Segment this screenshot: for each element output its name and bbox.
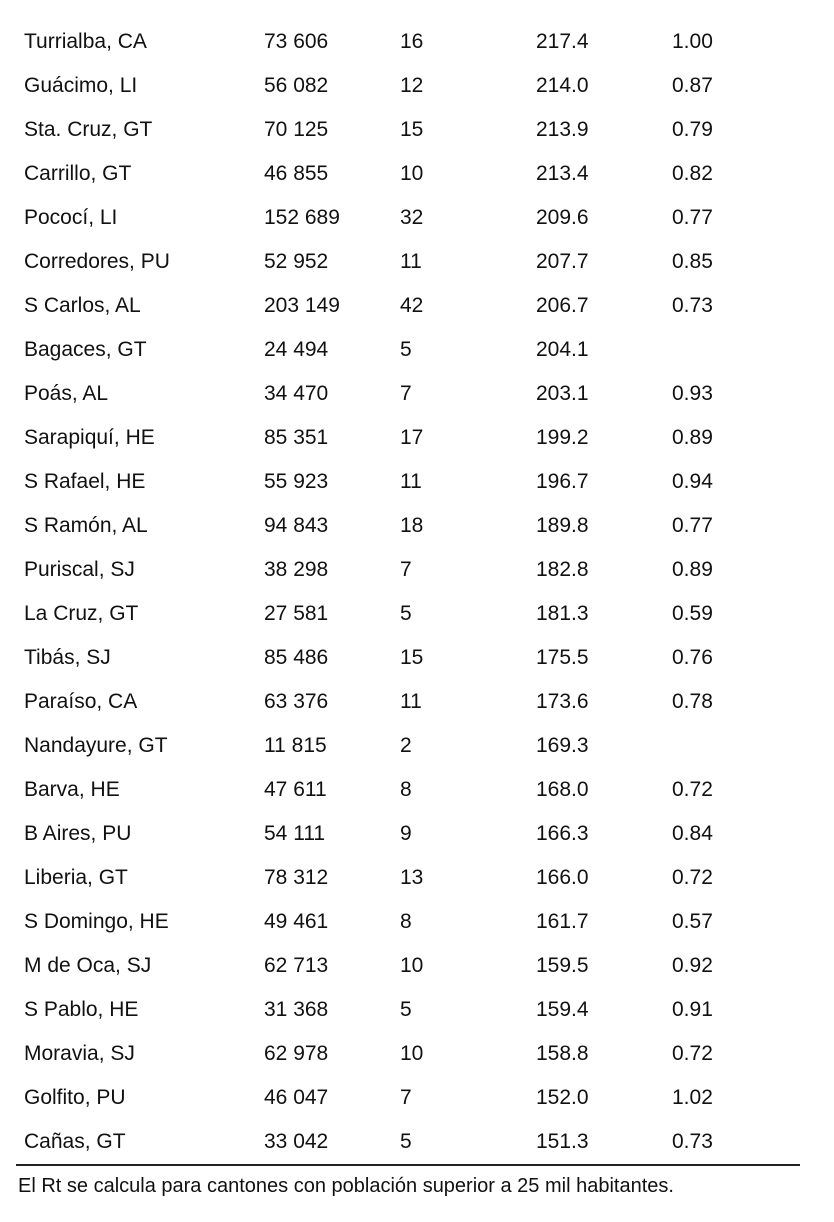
rt-cell: 0.77 (672, 514, 713, 537)
table-row (0, 240, 834, 284)
population-cell: 54 111 (264, 822, 326, 845)
cases-cell: 15 (400, 118, 424, 141)
cases-cell: 9 (400, 822, 412, 845)
data-table (0, 20, 834, 1164)
table-bottom-rule (16, 1164, 800, 1166)
population-cell: 46 047 (264, 1086, 329, 1109)
table-row (0, 1076, 834, 1120)
rt-cell: 1.02 (672, 1086, 713, 1109)
rate-cell: 168.0 (536, 778, 589, 801)
cases-cell: 5 (400, 338, 412, 361)
rate-cell: 158.8 (536, 1042, 589, 1065)
rate-cell: 166.0 (536, 866, 589, 889)
rate-cell: 159.4 (536, 998, 589, 1021)
cases-cell: 12 (400, 74, 424, 97)
population-cell: 85 486 (264, 646, 329, 669)
table-footnote: El Rt se calcula para cantones con población superior a 25 mil habitantes. (18, 1175, 674, 1197)
rt-cell: 0.72 (672, 778, 713, 801)
rt-cell: 0.93 (672, 382, 713, 405)
table-row (0, 64, 834, 108)
table-row (0, 460, 834, 504)
canton-cell: Turrialba, CA (24, 30, 147, 53)
canton-cell: Barva, HE (24, 778, 120, 801)
rt-cell: 0.92 (672, 954, 713, 977)
rt-cell: 0.78 (672, 690, 713, 713)
rate-cell: 217.4 (536, 30, 589, 53)
cases-cell: 7 (400, 1086, 412, 1109)
population-cell: 34 470 (264, 382, 329, 405)
cases-cell: 18 (400, 514, 424, 537)
table-row (0, 284, 834, 328)
canton-cell: Poás, AL (24, 382, 109, 405)
table-row (0, 196, 834, 240)
rate-cell: 159.5 (536, 954, 589, 977)
population-cell: 62 978 (264, 1042, 329, 1065)
canton-cell: Tibás, SJ (24, 646, 111, 669)
canton-cell: Paraíso, CA (24, 690, 138, 713)
rt-cell: 0.91 (672, 998, 713, 1021)
canton-cell: Cañas, GT (24, 1130, 126, 1153)
rate-cell: 204.1 (536, 338, 589, 361)
cases-cell: 5 (400, 1130, 412, 1153)
canton-cell: Moravia, SJ (24, 1042, 135, 1065)
cases-cell: 7 (400, 382, 412, 405)
rate-cell: 209.6 (536, 206, 589, 229)
rt-cell: 0.72 (672, 866, 713, 889)
rt-cell: 0.85 (672, 250, 713, 273)
canton-cell: B Aires, PU (24, 822, 132, 845)
rate-cell: 196.7 (536, 470, 589, 493)
rate-cell: 182.8 (536, 558, 589, 581)
rt-cell: 0.72 (672, 1042, 713, 1065)
rt-cell: 0.76 (672, 646, 713, 669)
cases-cell: 5 (400, 998, 412, 1021)
population-cell: 152 689 (264, 206, 340, 229)
rate-cell: 213.4 (536, 162, 589, 185)
canton-cell: S Domingo, HE (24, 910, 169, 933)
cases-cell: 10 (400, 1042, 424, 1065)
cases-cell: 11 (400, 690, 422, 713)
population-cell: 24 494 (264, 338, 329, 361)
rt-cell: 0.59 (672, 602, 713, 625)
canton-cell: Bagaces, GT (24, 338, 147, 361)
rate-cell: 169.3 (536, 734, 589, 757)
rt-cell: 0.57 (672, 910, 713, 933)
table-row (0, 680, 834, 724)
table-row (0, 900, 834, 944)
canton-cell: S Ramón, AL (24, 514, 148, 537)
population-cell: 46 855 (264, 162, 329, 185)
population-cell: 49 461 (264, 910, 329, 933)
cases-cell: 32 (400, 206, 424, 229)
rate-cell: 189.8 (536, 514, 589, 537)
rt-cell: 0.82 (672, 162, 713, 185)
rate-cell: 206.7 (536, 294, 589, 317)
table-row (0, 1032, 834, 1076)
table-body (0, 20, 834, 1164)
rt-cell: 0.84 (672, 822, 713, 845)
table-row (0, 988, 834, 1032)
table-row (0, 548, 834, 592)
table-row (0, 812, 834, 856)
rt-cell: 0.73 (672, 1130, 713, 1153)
rate-cell: 175.5 (536, 646, 589, 669)
rate-cell: 161.7 (536, 910, 589, 933)
rt-cell: 0.87 (672, 74, 713, 97)
cases-cell: 8 (400, 778, 412, 801)
table-row (0, 768, 834, 812)
cases-cell: 17 (400, 426, 424, 449)
population-cell: 85 351 (264, 426, 329, 449)
cases-cell: 10 (400, 954, 424, 977)
rate-cell: 207.7 (536, 250, 589, 273)
population-cell: 62 713 (264, 954, 329, 977)
cases-cell: 11 (400, 250, 422, 273)
table-row (0, 592, 834, 636)
cases-cell: 15 (400, 646, 424, 669)
table-row (0, 416, 834, 460)
table-row (0, 856, 834, 900)
rt-cell: 0.77 (672, 206, 713, 229)
table-row (0, 20, 834, 64)
canton-cell: S Rafael, HE (24, 470, 146, 493)
rate-cell: 214.0 (536, 74, 589, 97)
population-cell: 70 125 (264, 118, 329, 141)
population-cell: 94 843 (264, 514, 329, 537)
canton-cell: La Cruz, GT (24, 602, 139, 625)
rate-cell: 181.3 (536, 602, 589, 625)
rate-cell: 166.3 (536, 822, 589, 845)
population-cell: 78 312 (264, 866, 329, 889)
cases-cell: 2 (400, 734, 412, 757)
table-row (0, 504, 834, 548)
canton-cell: Golfito, PU (24, 1086, 126, 1109)
population-cell: 33 042 (264, 1130, 329, 1153)
table-row (0, 152, 834, 196)
cases-cell: 5 (400, 602, 412, 625)
rate-cell: 213.9 (536, 118, 589, 141)
rt-cell: 0.89 (672, 558, 713, 581)
canton-cell: Liberia, GT (24, 866, 128, 889)
population-cell: 47 611 (264, 778, 327, 801)
population-cell: 73 606 (264, 30, 329, 53)
canton-cell: Corredores, PU (24, 250, 170, 273)
population-cell: 63 376 (264, 690, 329, 713)
canton-cell: Nandayure, GT (24, 734, 168, 757)
canton-cell: Pococí, LI (24, 206, 118, 229)
table-row (0, 724, 834, 768)
rate-cell: 151.3 (536, 1130, 589, 1153)
population-cell: 55 923 (264, 470, 329, 493)
rt-cell: 0.73 (672, 294, 713, 317)
population-cell: 203 149 (264, 294, 340, 317)
population-cell: 27 581 (264, 602, 329, 625)
table-row (0, 1120, 834, 1164)
canton-cell: M de Oca, SJ (24, 954, 152, 977)
rate-cell: 203.1 (536, 382, 589, 405)
table-row (0, 328, 834, 372)
table-row (0, 108, 834, 152)
rt-cell: 0.79 (672, 118, 713, 141)
rate-cell: 173.6 (536, 690, 589, 713)
population-cell: 56 082 (264, 74, 329, 97)
canton-cell: Carrillo, GT (24, 162, 132, 185)
table-row (0, 636, 834, 680)
population-cell: 11 815 (264, 734, 327, 757)
canton-cell: Puriscal, SJ (24, 558, 135, 581)
canton-cell: S Carlos, AL (24, 294, 141, 317)
rt-cell: 0.89 (672, 426, 713, 449)
rt-cell: 0.94 (672, 470, 713, 493)
table-row (0, 944, 834, 988)
canton-cell: Sarapiquí, HE (24, 426, 155, 449)
cases-cell: 7 (400, 558, 412, 581)
rt-cell: 1.00 (672, 30, 713, 53)
table-row (0, 372, 834, 416)
cases-cell: 13 (400, 866, 424, 889)
canton-cell: Guácimo, LI (24, 74, 138, 97)
cases-cell: 11 (400, 470, 422, 493)
canton-cell: Sta. Cruz, GT (24, 118, 153, 141)
rate-cell: 199.2 (536, 426, 589, 449)
cases-cell: 16 (400, 30, 424, 53)
cases-cell: 8 (400, 910, 412, 933)
cases-cell: 10 (400, 162, 424, 185)
cases-cell: 42 (400, 294, 424, 317)
rate-cell: 152.0 (536, 1086, 589, 1109)
population-cell: 52 952 (264, 250, 329, 273)
canton-cell: S Pablo, HE (24, 998, 139, 1021)
population-cell: 38 298 (264, 558, 329, 581)
population-cell: 31 368 (264, 998, 329, 1021)
